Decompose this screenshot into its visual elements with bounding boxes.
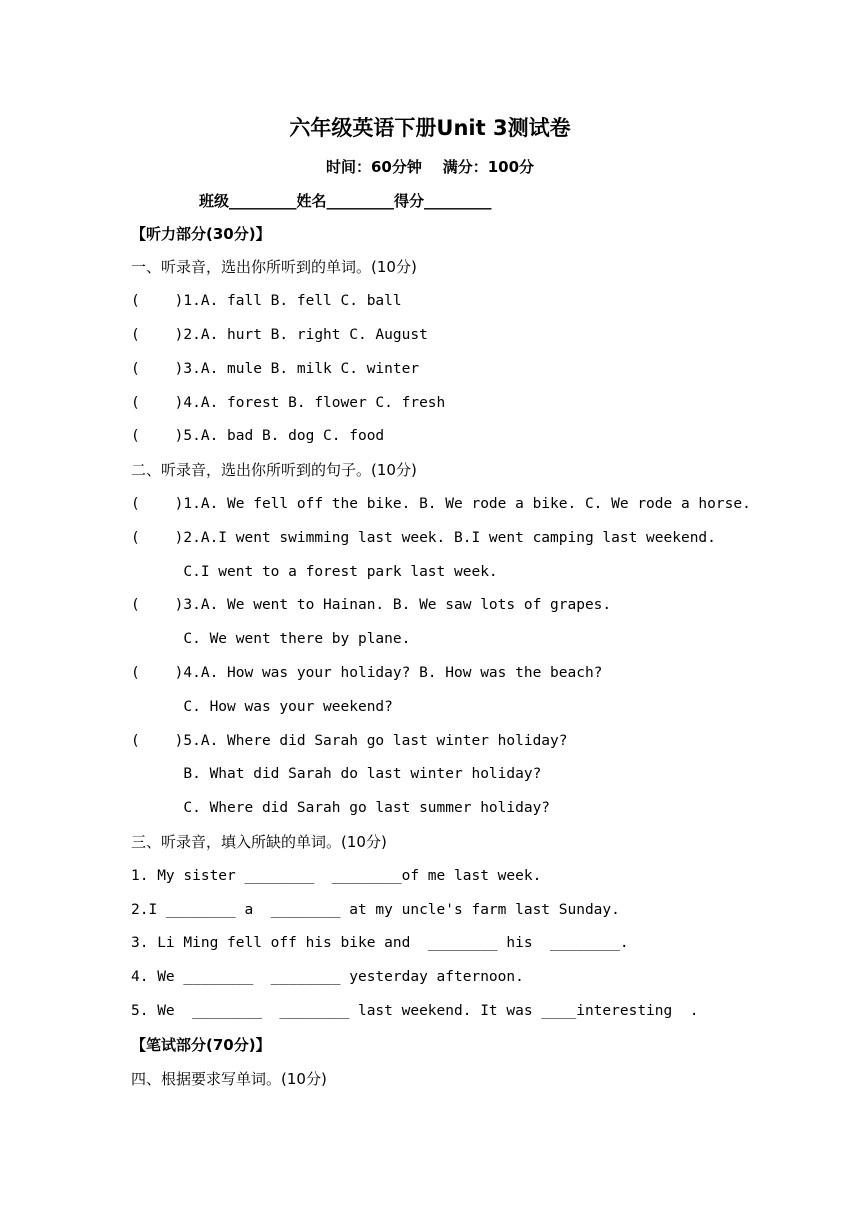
part1-heading: 一、听录音，选出你所听到的单词。(10分): [131, 258, 417, 276]
part2-line: ( )3.A. We went to Hainan. B. We saw lots of grapes.: [131, 597, 612, 613]
part3-item: 2.I ________ a ________ at my uncle's farm last Sunday.: [131, 902, 620, 918]
part3-item: 4. We ________ ________ yesterday afternoon.: [131, 969, 524, 985]
student-info-line: 班级_________姓名_________得分_________: [199, 192, 492, 210]
part3-item: 1. My sister ________ ________of me last week.: [131, 868, 542, 884]
part2-line: ( )5.A. Where did Sarah go last winter holiday?: [131, 733, 568, 749]
part2-heading: 二、听录音，选出你所听到的句子。(10分): [131, 461, 417, 479]
part2-line: C. We went there by plane.: [131, 631, 411, 647]
part2-line: C. Where did Sarah go last summer holiday?: [131, 800, 551, 816]
part1-item: ( )2.A. hurt B. right C. August: [131, 327, 428, 343]
listening-heading: 【听力部分(30分)】: [131, 225, 271, 243]
part2-line: B. What did Sarah do last winter holiday?: [131, 766, 542, 782]
part4-heading: 四、根据要求写单词。(10分): [131, 1070, 327, 1088]
part2-line: C. How was your weekend?: [131, 699, 393, 715]
written-heading: 【笔试部分(70分)】: [131, 1036, 271, 1054]
part1-item: ( )5.A. bad B. dog C. food: [131, 428, 385, 444]
part1-item: ( )3.A. mule B. milk C. winter: [131, 361, 420, 377]
part2-line: ( )4.A. How was your holiday? B. How was the beach?: [131, 665, 603, 681]
part3-heading: 三、听录音，填入所缺的单词。(10分): [131, 833, 387, 851]
part1-item: ( )4.A. forest B. flower C. fresh: [131, 395, 446, 411]
part3-item: 3. Li Ming fell off his bike and ________ his ________.: [131, 935, 629, 951]
part2-line: ( )2.A.I went swimming last week. B.I went camping last weekend.: [131, 530, 716, 546]
time-score-line: 时间：60分钟 满分：100分: [325, 158, 535, 176]
part2-line: C.I went to a forest park last week.: [131, 564, 498, 580]
page-title: 六年级英语下册Unit 3测试卷: [289, 116, 571, 140]
part1-item: ( )1.A. fall B. fell C. ball: [131, 293, 402, 309]
part3-item: 5. We ________ ________ last weekend. It was ____interesting .: [131, 1003, 699, 1019]
part2-line: ( )1.A. We fell off the bike. B. We rode a bike. C. We rode a horse.: [131, 496, 751, 512]
